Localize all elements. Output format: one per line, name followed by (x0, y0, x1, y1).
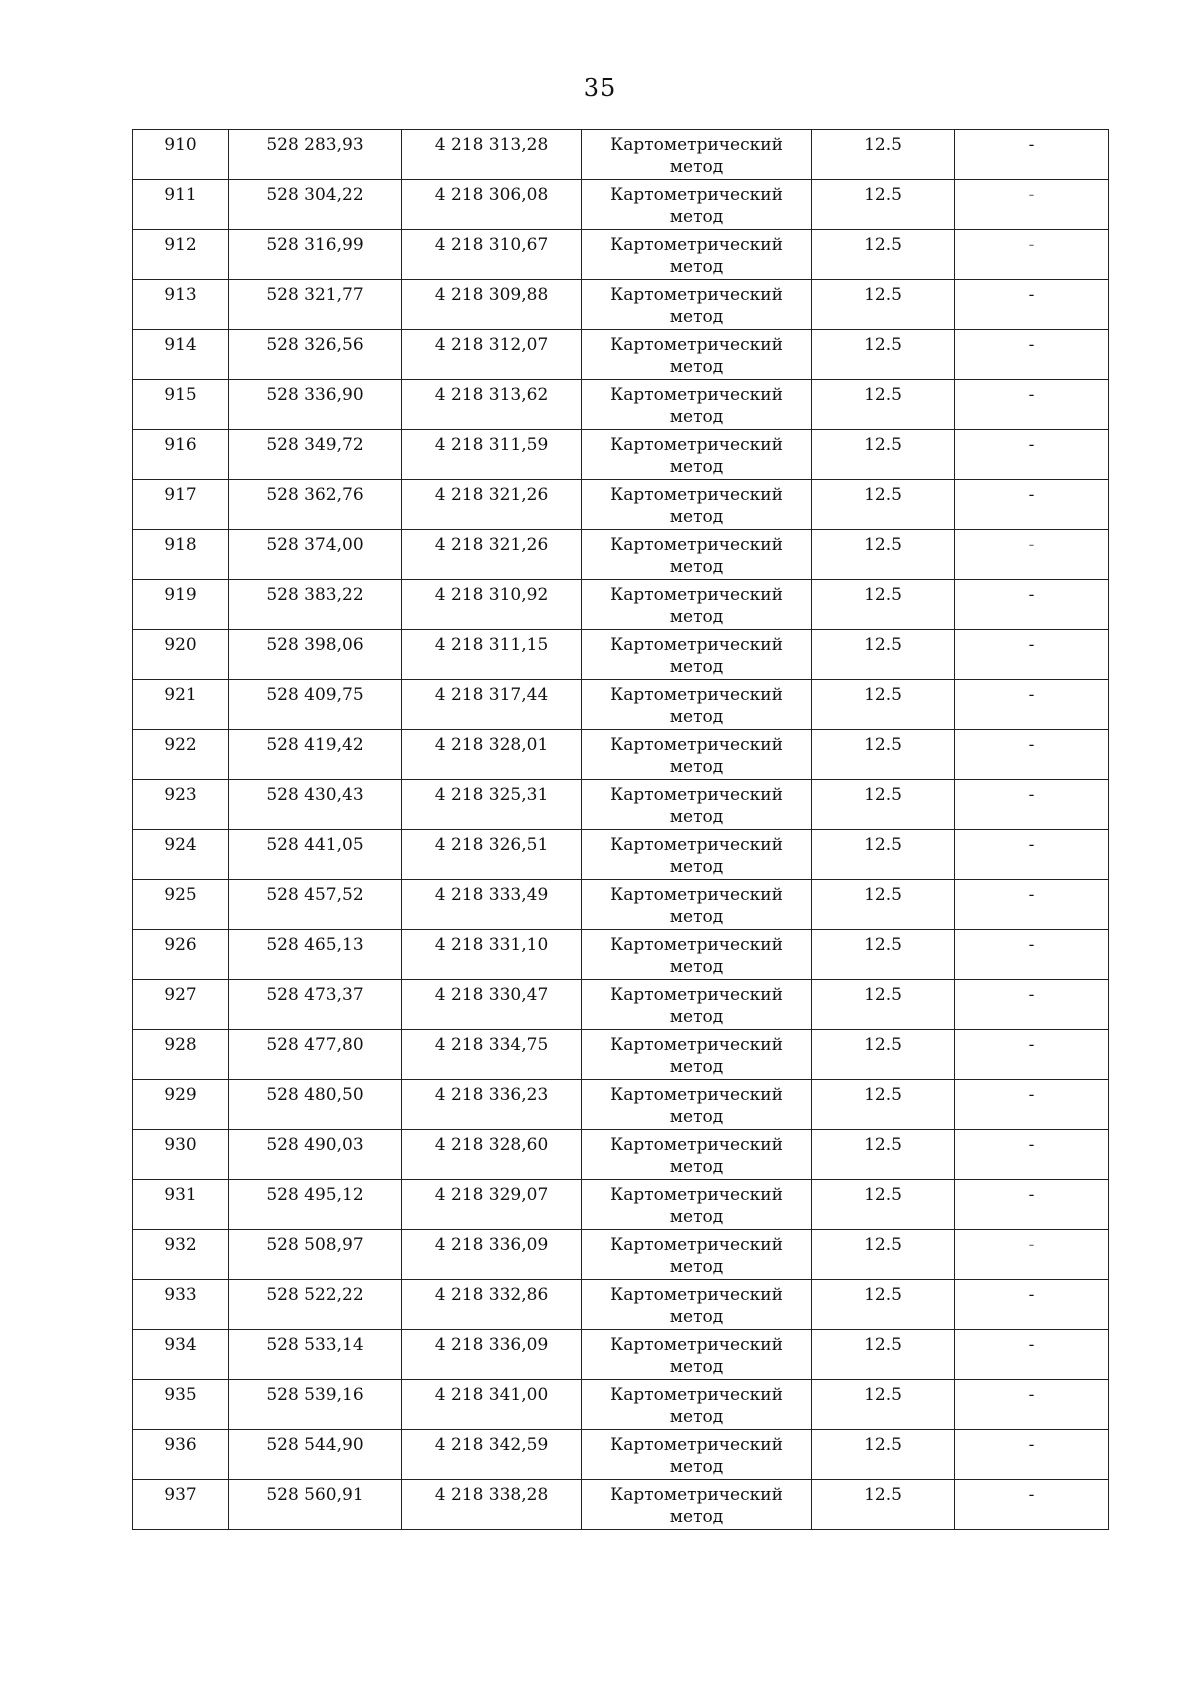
table-row (133, 630, 1109, 680)
x-coordinate-cell: 528 533,14 (229, 1330, 402, 1380)
description-cell: - (955, 380, 1109, 430)
y-coordinate-cell: 4 218 312,07 (402, 330, 582, 380)
x-coordinate-cell: 528 490,03 (229, 1130, 402, 1180)
accuracy-cell: 12.5 (812, 580, 955, 630)
x-coordinate-cell: 528 495,12 (229, 1180, 402, 1230)
accuracy-cell: 12.5 (812, 830, 955, 880)
point-number-cell: 914 (133, 330, 229, 380)
table-row (133, 1030, 1109, 1080)
description-cell: - (955, 1180, 1109, 1230)
description-cell: - (955, 230, 1109, 280)
y-coordinate-cell: 4 218 325,31 (402, 780, 582, 830)
coordinates-table-body (133, 130, 1109, 1530)
description-cell: - (955, 280, 1109, 330)
accuracy-cell: 12.5 (812, 780, 955, 830)
x-coordinate-cell: 528 465,13 (229, 930, 402, 980)
y-coordinate-cell: 4 218 331,10 (402, 930, 582, 980)
table-row (133, 130, 1109, 180)
x-coordinate-cell: 528 283,93 (229, 130, 402, 180)
table-row (133, 730, 1109, 780)
method-cell: Картометрический метод (582, 530, 812, 580)
y-coordinate-cell: 4 218 311,15 (402, 630, 582, 680)
point-number-cell: 937 (133, 1480, 229, 1530)
table-row (133, 530, 1109, 580)
accuracy-cell: 12.5 (812, 430, 955, 480)
x-coordinate-cell: 528 383,22 (229, 580, 402, 630)
table-row (133, 980, 1109, 1030)
table-row (133, 880, 1109, 930)
description-cell: - (955, 880, 1109, 930)
y-coordinate-cell: 4 218 306,08 (402, 180, 582, 230)
table-row (133, 830, 1109, 880)
x-coordinate-cell: 528 457,52 (229, 880, 402, 930)
y-coordinate-cell: 4 218 317,44 (402, 680, 582, 730)
x-coordinate-cell: 528 430,43 (229, 780, 402, 830)
description-cell: - (955, 430, 1109, 480)
y-coordinate-cell: 4 218 336,09 (402, 1230, 582, 1280)
point-number-cell: 933 (133, 1280, 229, 1330)
y-coordinate-cell: 4 218 332,86 (402, 1280, 582, 1330)
method-cell: Картометрический метод (582, 630, 812, 680)
method-cell: Картометрический метод (582, 380, 812, 430)
x-coordinate-cell: 528 539,16 (229, 1380, 402, 1430)
method-cell: Картометрический метод (582, 1480, 812, 1530)
point-number-cell: 916 (133, 430, 229, 480)
accuracy-cell: 12.5 (812, 1130, 955, 1180)
point-number-cell: 936 (133, 1430, 229, 1480)
method-cell: Картометрический метод (582, 1080, 812, 1130)
x-coordinate-cell: 528 473,37 (229, 980, 402, 1030)
y-coordinate-cell: 4 218 328,60 (402, 1130, 582, 1180)
x-coordinate-cell: 528 304,22 (229, 180, 402, 230)
accuracy-cell: 12.5 (812, 680, 955, 730)
description-cell: - (955, 330, 1109, 380)
x-coordinate-cell: 528 419,42 (229, 730, 402, 780)
method-cell: Картометрический метод (582, 1430, 812, 1480)
method-cell: Картометрический метод (582, 1330, 812, 1380)
method-cell: Картометрический метод (582, 430, 812, 480)
x-coordinate-cell: 528 560,91 (229, 1480, 402, 1530)
description-cell: - (955, 1380, 1109, 1430)
x-coordinate-cell: 528 362,76 (229, 480, 402, 530)
accuracy-cell: 12.5 (812, 1180, 955, 1230)
accuracy-cell: 12.5 (812, 1230, 955, 1280)
table-row (133, 1430, 1109, 1480)
y-coordinate-cell: 4 218 342,59 (402, 1430, 582, 1480)
point-number-cell: 927 (133, 980, 229, 1030)
y-coordinate-cell: 4 218 311,59 (402, 430, 582, 480)
accuracy-cell: 12.5 (812, 330, 955, 380)
accuracy-cell: 12.5 (812, 280, 955, 330)
x-coordinate-cell: 528 544,90 (229, 1430, 402, 1480)
description-cell: - (955, 630, 1109, 680)
method-cell: Картометрический метод (582, 780, 812, 830)
accuracy-cell: 12.5 (812, 730, 955, 780)
table-row (133, 230, 1109, 280)
description-cell: - (955, 930, 1109, 980)
y-coordinate-cell: 4 218 310,92 (402, 580, 582, 630)
point-number-cell: 917 (133, 480, 229, 530)
method-cell: Картометрический метод (582, 330, 812, 380)
x-coordinate-cell: 528 349,72 (229, 430, 402, 480)
table-row (133, 330, 1109, 380)
description-cell: - (955, 1080, 1109, 1130)
description-cell: - (955, 1230, 1109, 1280)
method-cell: Картометрический метод (582, 1280, 812, 1330)
y-coordinate-cell: 4 218 336,23 (402, 1080, 582, 1130)
description-cell: - (955, 1130, 1109, 1180)
table-row (133, 1380, 1109, 1430)
accuracy-cell: 12.5 (812, 1030, 955, 1080)
description-cell: - (955, 680, 1109, 730)
y-coordinate-cell: 4 218 321,26 (402, 480, 582, 530)
table-row (133, 1230, 1109, 1280)
method-cell: Картометрический метод (582, 1230, 812, 1280)
method-cell: Картометрический метод (582, 130, 812, 180)
y-coordinate-cell: 4 218 313,62 (402, 380, 582, 430)
description-cell: - (955, 1280, 1109, 1330)
y-coordinate-cell: 4 218 338,28 (402, 1480, 582, 1530)
method-cell: Картометрический метод (582, 580, 812, 630)
accuracy-cell: 12.5 (812, 1380, 955, 1430)
method-cell: Картометрический метод (582, 480, 812, 530)
method-cell: Картометрический метод (582, 830, 812, 880)
method-cell: Картометрический метод (582, 680, 812, 730)
y-coordinate-cell: 4 218 341,00 (402, 1380, 582, 1430)
description-cell: - (955, 730, 1109, 780)
coordinates-table (132, 129, 1109, 1530)
table-row (133, 430, 1109, 480)
method-cell: Картометрический метод (582, 980, 812, 1030)
point-number-cell: 924 (133, 830, 229, 880)
table-row (133, 1080, 1109, 1130)
point-number-cell: 929 (133, 1080, 229, 1130)
table-row (133, 1330, 1109, 1380)
method-cell: Картометрический метод (582, 880, 812, 930)
point-number-cell: 923 (133, 780, 229, 830)
accuracy-cell: 12.5 (812, 530, 955, 580)
table-row (133, 930, 1109, 980)
method-cell: Картометрический метод (582, 1180, 812, 1230)
table-row (133, 280, 1109, 330)
table-row (133, 480, 1109, 530)
point-number-cell: 925 (133, 880, 229, 930)
x-coordinate-cell: 528 326,56 (229, 330, 402, 380)
x-coordinate-cell: 528 398,06 (229, 630, 402, 680)
description-cell: - (955, 580, 1109, 630)
table-row (133, 380, 1109, 430)
method-cell: Картометрический метод (582, 1380, 812, 1430)
accuracy-cell: 12.5 (812, 980, 955, 1030)
point-number-cell: 920 (133, 630, 229, 680)
table-row (133, 1180, 1109, 1230)
x-coordinate-cell: 528 480,50 (229, 1080, 402, 1130)
y-coordinate-cell: 4 218 313,28 (402, 130, 582, 180)
point-number-cell: 922 (133, 730, 229, 780)
table-row (133, 680, 1109, 730)
table-row (133, 1130, 1109, 1180)
description-cell: - (955, 1330, 1109, 1380)
point-number-cell: 919 (133, 580, 229, 630)
point-number-cell: 928 (133, 1030, 229, 1080)
method-cell: Картометрический метод (582, 180, 812, 230)
point-number-cell: 918 (133, 530, 229, 580)
description-cell: - (955, 980, 1109, 1030)
table-row (133, 1280, 1109, 1330)
y-coordinate-cell: 4 218 334,75 (402, 1030, 582, 1080)
point-number-cell: 910 (133, 130, 229, 180)
accuracy-cell: 12.5 (812, 230, 955, 280)
method-cell: Картометрический метод (582, 1130, 812, 1180)
description-cell: - (955, 1030, 1109, 1080)
point-number-cell: 931 (133, 1180, 229, 1230)
description-cell: - (955, 530, 1109, 580)
accuracy-cell: 12.5 (812, 1080, 955, 1130)
table-row (133, 180, 1109, 230)
accuracy-cell: 12.5 (812, 1430, 955, 1480)
point-number-cell: 913 (133, 280, 229, 330)
point-number-cell: 921 (133, 680, 229, 730)
x-coordinate-cell: 528 522,22 (229, 1280, 402, 1330)
page-number: 35 (583, 74, 617, 102)
x-coordinate-cell: 528 477,80 (229, 1030, 402, 1080)
y-coordinate-cell: 4 218 309,88 (402, 280, 582, 330)
description-cell: - (955, 830, 1109, 880)
point-number-cell: 934 (133, 1330, 229, 1380)
point-number-cell: 930 (133, 1130, 229, 1180)
point-number-cell: 911 (133, 180, 229, 230)
y-coordinate-cell: 4 218 333,49 (402, 880, 582, 930)
x-coordinate-cell: 528 336,90 (229, 380, 402, 430)
accuracy-cell: 12.5 (812, 880, 955, 930)
x-coordinate-cell: 528 508,97 (229, 1230, 402, 1280)
accuracy-cell: 12.5 (812, 1280, 955, 1330)
y-coordinate-cell: 4 218 310,67 (402, 230, 582, 280)
accuracy-cell: 12.5 (812, 180, 955, 230)
description-cell: - (955, 1480, 1109, 1530)
table-row (133, 1480, 1109, 1530)
description-cell: - (955, 480, 1109, 530)
table-row (133, 780, 1109, 830)
x-coordinate-cell: 528 441,05 (229, 830, 402, 880)
method-cell: Картометрический метод (582, 1030, 812, 1080)
x-coordinate-cell: 528 316,99 (229, 230, 402, 280)
method-cell: Картометрический метод (582, 730, 812, 780)
table-row (133, 580, 1109, 630)
point-number-cell: 926 (133, 930, 229, 980)
point-number-cell: 932 (133, 1230, 229, 1280)
point-number-cell: 912 (133, 230, 229, 280)
method-cell: Картометрический метод (582, 230, 812, 280)
description-cell: - (955, 130, 1109, 180)
point-number-cell: 915 (133, 380, 229, 430)
accuracy-cell: 12.5 (812, 630, 955, 680)
y-coordinate-cell: 4 218 328,01 (402, 730, 582, 780)
y-coordinate-cell: 4 218 330,47 (402, 980, 582, 1030)
x-coordinate-cell: 528 374,00 (229, 530, 402, 580)
accuracy-cell: 12.5 (812, 130, 955, 180)
accuracy-cell: 12.5 (812, 480, 955, 530)
y-coordinate-cell: 4 218 336,09 (402, 1330, 582, 1380)
accuracy-cell: 12.5 (812, 930, 955, 980)
x-coordinate-cell: 528 321,77 (229, 280, 402, 330)
accuracy-cell: 12.5 (812, 380, 955, 430)
accuracy-cell: 12.5 (812, 1480, 955, 1530)
y-coordinate-cell: 4 218 326,51 (402, 830, 582, 880)
description-cell: - (955, 180, 1109, 230)
y-coordinate-cell: 4 218 321,26 (402, 530, 582, 580)
accuracy-cell: 12.5 (812, 1330, 955, 1380)
description-cell: - (955, 780, 1109, 830)
method-cell: Картометрический метод (582, 930, 812, 980)
method-cell: Картометрический метод (582, 280, 812, 330)
y-coordinate-cell: 4 218 329,07 (402, 1180, 582, 1230)
description-cell: - (955, 1430, 1109, 1480)
x-coordinate-cell: 528 409,75 (229, 680, 402, 730)
point-number-cell: 935 (133, 1380, 229, 1430)
